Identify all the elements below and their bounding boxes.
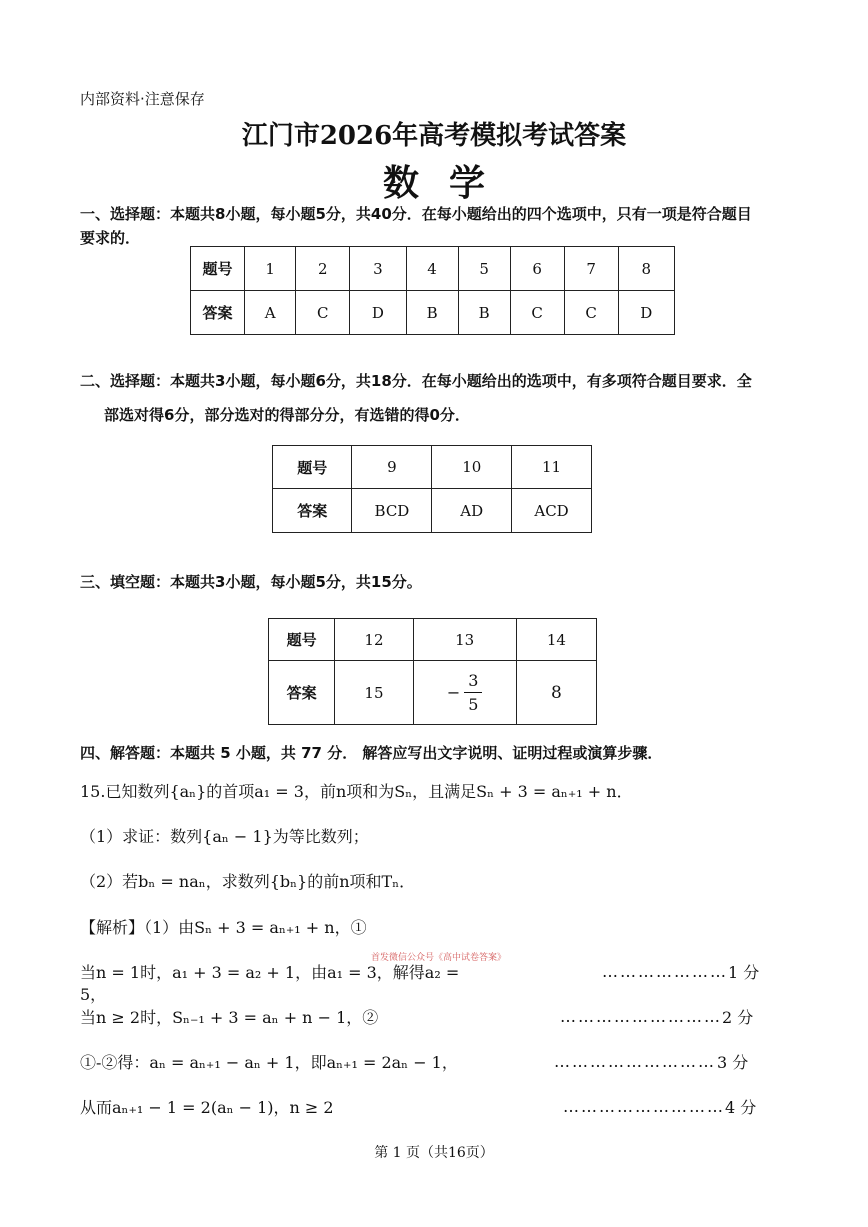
step-text: 当n = 1时，a₁ + 3 = a₂ + 1，由a₁ = 3，解得a₂ = 5， — [80, 963, 460, 1004]
question-number: 13 — [413, 619, 516, 661]
question-number: 3 — [350, 247, 406, 291]
section3-number-row — [269, 619, 597, 661]
question-number: 6 — [510, 247, 564, 291]
section1-answer-row — [191, 291, 675, 335]
section4-heading: 四、解答题：本题共 5 小题，共 77 分． 解答应写出文字说明、证明过程或演算步骤． — [80, 744, 663, 762]
row-label-answer: 答案 — [191, 291, 245, 335]
answer-cell: AD — [432, 489, 512, 533]
page-title: 江门市2026年高考模拟考试答案 — [241, 121, 627, 151]
confidential-note: 内部资料·注意保存 — [80, 90, 205, 108]
section2-answer-row — [273, 489, 592, 533]
step-score: 2 分 — [722, 1008, 754, 1027]
section2-heading-line2: 部选对得6分，部分选对的得部分分，有选错的得0分． — [104, 406, 470, 424]
question-number: 14 — [516, 619, 596, 661]
step-score: 3 分 — [717, 1053, 749, 1072]
section1-heading — [80, 202, 800, 250]
answer-cell-fraction — [413, 661, 516, 725]
step-text: 从而aₙ₊₁ − 1 = 2(aₙ − 1)，n ≥ 2 — [80, 1098, 334, 1117]
question-number: 9 — [352, 446, 432, 489]
answer-cell: C — [510, 291, 564, 335]
section1-heading-line2: 要求的． — [80, 229, 141, 247]
row-label-number: 题号 — [191, 247, 245, 291]
score-dots: ……………………… — [563, 1097, 725, 1116]
answer-cell: C — [296, 291, 350, 335]
answer-cell: 15 — [335, 661, 413, 725]
row-label-answer: 答案 — [273, 489, 352, 533]
question-number: 11 — [512, 446, 592, 489]
score-dots: ……………………… — [560, 1007, 722, 1026]
section1-heading-line1: 一、选择题：本题共8小题，每小题5分，共40分．在每小题给出的四个选项中，只有一项是符合题目 — [80, 205, 752, 223]
answer-cell: A — [245, 291, 296, 335]
row-label-answer: 答案 — [269, 661, 335, 725]
fraction-denominator: 5 — [468, 695, 479, 714]
question-number: 1 — [245, 247, 296, 291]
section2-number-row — [273, 446, 592, 489]
analysis-intro: 【解析】（1）由Sₙ + 3 = aₙ₊₁ + n，① — [80, 918, 367, 937]
row-label-number: 题号 — [269, 619, 335, 661]
answer-cell: B — [406, 291, 458, 335]
fraction-numerator: 3 — [464, 671, 482, 693]
answer-cell: ACD — [512, 489, 592, 533]
answer-cell: 8 — [516, 661, 596, 725]
step-text: ①-②得：aₙ = aₙ₊₁ − aₙ + 1，即aₙ₊₁ = 2aₙ − 1， — [80, 1053, 458, 1072]
question-number: 4 — [406, 247, 458, 291]
page-footer: 第 1 页（共16页） — [374, 1145, 494, 1161]
question-number: 5 — [458, 247, 510, 291]
question-number: 7 — [564, 247, 618, 291]
question-number: 2 — [296, 247, 350, 291]
answer-cell: D — [350, 291, 406, 335]
row-label-number: 题号 — [273, 446, 352, 489]
fraction — [447, 671, 483, 714]
score-dots: ……………………… — [554, 1052, 716, 1071]
section3-heading: 三、填空题：本题共3小题，每小题5分，共15分。 — [80, 573, 422, 591]
problem15-part2: （2）若bₙ = naₙ，求数列{bₙ}的前n项和Tₙ． — [80, 872, 416, 891]
subject-title: 数学 — [382, 162, 515, 204]
watermark: 首发微信公众号《高中试卷答案》 — [371, 953, 507, 963]
section2-heading-cont — [104, 403, 804, 427]
section3-answer-row — [269, 661, 597, 725]
section2-heading — [80, 369, 800, 393]
score-dots: ………………… — [602, 962, 728, 981]
question-number: 12 — [335, 619, 413, 661]
step-score: 4 分 — [725, 1098, 757, 1117]
section3-answer-table — [268, 618, 597, 725]
section2-answer-table — [272, 445, 592, 533]
answer-cell: D — [618, 291, 674, 335]
question-number: 10 — [432, 446, 512, 489]
section2-heading-line1: 二、选择题：本题共3小题，每小题6分，共18分．在每小题给出的选项中，有多项符合题目要求．全 — [80, 372, 752, 390]
step-text: 当n ≥ 2时，Sₙ₋₁ + 3 = aₙ + n − 1，② — [80, 1008, 379, 1027]
problem15-statement: 15.已知数列{aₙ}的首项a₁ = 3，前n项和为Sₙ，且满足Sₙ + 3 = aₙ₊₁ + n． — [80, 782, 633, 801]
problem15-part1: （1）求证：数列{aₙ − 1}为等比数列； — [80, 827, 369, 846]
question-number: 8 — [618, 247, 674, 291]
section1-answer-table — [190, 246, 675, 335]
answer-cell: BCD — [352, 489, 432, 533]
answer-cell: B — [458, 291, 510, 335]
answer-cell: C — [564, 291, 618, 335]
section1-number-row — [191, 247, 675, 291]
step-score: 1 分 — [728, 963, 760, 982]
fraction-sign: − — [446, 683, 461, 702]
